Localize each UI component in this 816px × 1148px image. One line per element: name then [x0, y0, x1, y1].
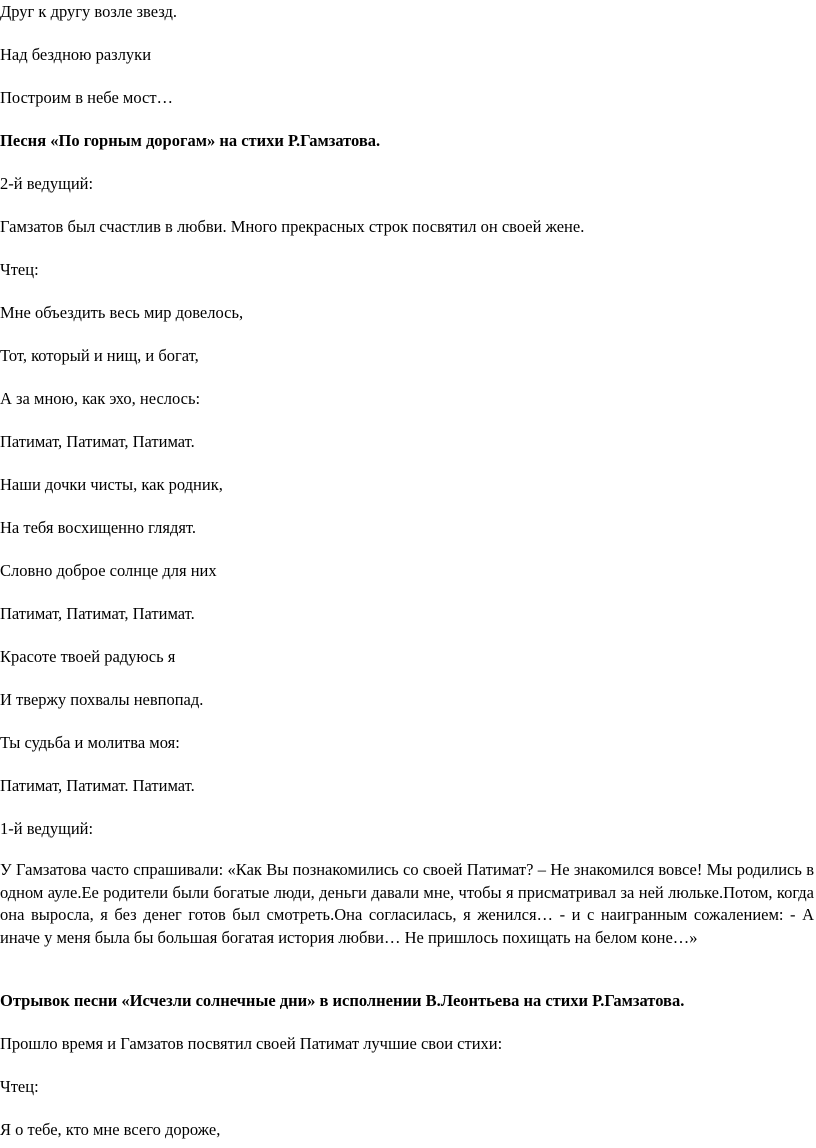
- speaker-label: Чтец:: [0, 260, 39, 279]
- poem-line: Над бездною разлуки: [0, 45, 152, 64]
- poem-line: Патимат, Патимат, Патимат.: [0, 604, 195, 623]
- poem-line: А за мною, как эхо, неслось:: [0, 389, 201, 408]
- story-paragraph: У Гамзатова часто спрашивали: «Как Вы познакомились со своей Патимат? – Не знакомился вовсе! Мы родились в одном ауле.Ее родители были богатые люди, деньги давали мне, чтобы я присматривал за ней люльке.Потом, когда она выросла, я без денег готов был смотреть.Она согласилась, я женился… - и с наигранным сожалением: - А иначе у меня была бы большая богатая история любви… Не пришлось похищать на белом коне…»: [0, 860, 814, 948]
- poem-line: Ты судьба и молитва моя:: [0, 733, 180, 752]
- poem-line: Красоте твоей радуюсь я: [0, 647, 176, 666]
- poem-line: Патимат, Патимат. Патимат.: [0, 776, 195, 795]
- poem-line: Мне объездить весь мир довелось,: [0, 303, 244, 322]
- poem-line: На тебя восхищенно глядят.: [0, 518, 197, 537]
- narration-text: Гамзатов был счастлив в любви. Много прекрасных строк посвятил он своей жене.: [0, 217, 585, 236]
- poem-line: Построим в небе мост…: [0, 88, 174, 107]
- poem-line: Наши дочки чисты, как родник,: [0, 475, 223, 494]
- poem-line: Патимат, Патимат, Патимат.: [0, 432, 195, 451]
- poem-line: И твержу похвалы невпопад.: [0, 690, 204, 709]
- song-heading: Песня «По горным дорогам» на стихи Р.Гамзатова.: [0, 131, 381, 150]
- speaker-label: 1-й ведущий:: [0, 819, 94, 838]
- poem-line: Друг к другу возле звезд.: [0, 2, 177, 21]
- speaker-label: Чтец:: [0, 1077, 39, 1096]
- speaker-label: 2-й ведущий:: [0, 174, 94, 193]
- poem-line: Словно доброе солнце для них: [0, 561, 217, 580]
- song-heading: Отрывок песни «Исчезли солнечные дни» в исполнении В.Леонтьева на стихи Р.Гамзатова.: [0, 991, 685, 1010]
- poem-line: Тот, который и нищ, и богат,: [0, 346, 199, 365]
- poem-line: Я о тебе, кто мне всего дороже,: [0, 1120, 221, 1139]
- narration-text: Прошло время и Гамзатов посвятил своей Патимат лучшие свои стихи:: [0, 1034, 503, 1053]
